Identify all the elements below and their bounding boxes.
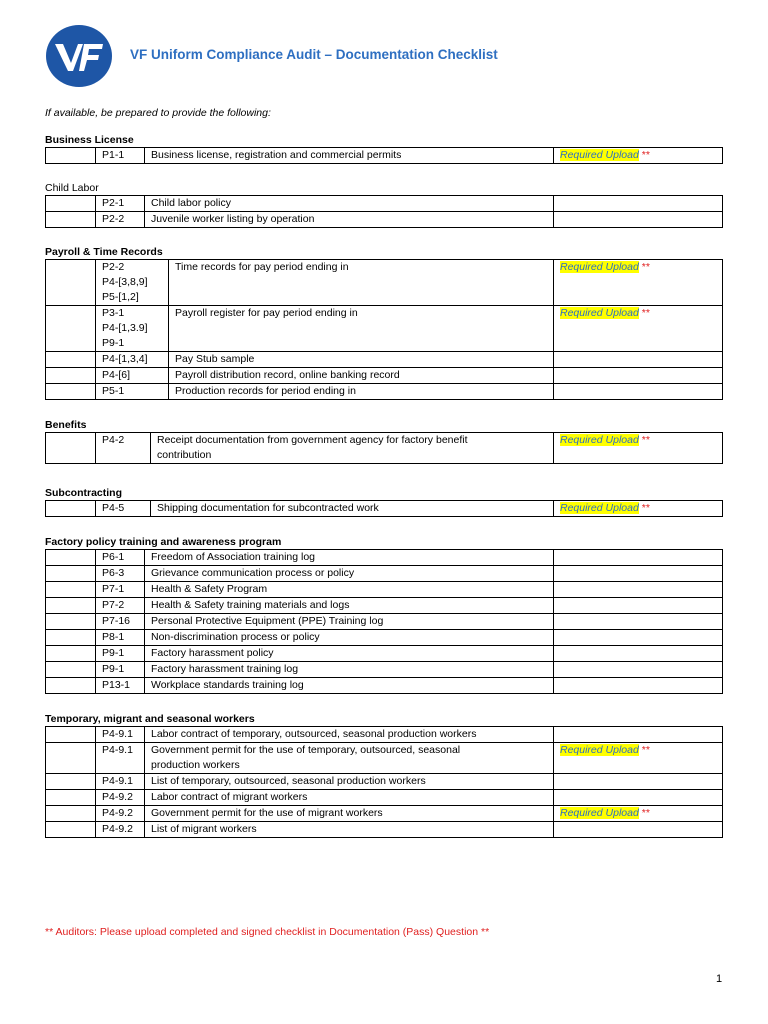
- section: [45, 181, 723, 228]
- checkbox-cell: [46, 678, 96, 694]
- checklist-table: [45, 726, 723, 838]
- table-row: [46, 306, 723, 352]
- table-row: [46, 774, 723, 790]
- item-description: Factory harassment policy: [145, 646, 554, 662]
- item-description: List of temporary, outsourced, seasonal production workers: [145, 774, 554, 790]
- section-title: Factory policy training and awareness program: [45, 536, 282, 548]
- checkbox-cell: [46, 614, 96, 630]
- checkbox-cell: [46, 630, 96, 646]
- table-row: [46, 727, 723, 743]
- item-code: P4-9.2: [96, 822, 145, 838]
- auditor-note: ** Auditors: Please upload completed and signed checklist in Documentation (Pass) Question **: [45, 926, 490, 938]
- item-code: P4-9.2: [96, 806, 145, 822]
- table-row: [46, 433, 723, 464]
- intro-text: If available, be prepared to provide the following:: [45, 107, 271, 119]
- checkbox-cell: [46, 566, 96, 582]
- checkbox-cell: [46, 196, 96, 212]
- item-code: P9-1: [96, 646, 145, 662]
- checklist-table: [45, 500, 723, 517]
- checkbox-cell: [46, 550, 96, 566]
- required-upload-label: Required Upload: [560, 807, 639, 819]
- table-row: [46, 501, 723, 517]
- required-marker: **: [638, 434, 650, 446]
- required-upload-label: Required Upload: [560, 744, 639, 756]
- upload-status-cell: [554, 352, 723, 368]
- checkbox-cell: [46, 368, 96, 384]
- section: [45, 712, 723, 838]
- item-code: P4-2: [96, 433, 151, 464]
- item-description: Government permit for the use of temporary, outsourced, seasonal production workers: [145, 743, 554, 774]
- upload-status-cell: [554, 678, 723, 694]
- upload-status-cell: [554, 727, 723, 743]
- section-title: Temporary, migrant and seasonal workers: [45, 713, 255, 725]
- item-description: Workplace standards training log: [145, 678, 554, 694]
- table-row: [46, 368, 723, 384]
- section: [45, 418, 723, 464]
- item-code: P7-16: [96, 614, 145, 630]
- required-marker: **: [638, 502, 650, 514]
- checkbox-cell: [46, 352, 96, 368]
- checklist-table: [45, 147, 723, 164]
- checkbox-cell: [46, 384, 96, 400]
- section-title: Payroll & Time Records: [45, 246, 163, 258]
- vf-logo: [46, 25, 112, 87]
- item-description: Labor contract of migrant workers: [145, 790, 554, 806]
- upload-status-cell: [554, 646, 723, 662]
- table-row: [46, 790, 723, 806]
- table-row: [46, 822, 723, 838]
- section-title: Business License: [45, 134, 134, 146]
- item-description: Payroll distribution record, online banking record: [169, 368, 554, 384]
- item-description: Payroll register for pay period ending in: [169, 306, 554, 352]
- checkbox-cell: [46, 662, 96, 678]
- table-row: [46, 598, 723, 614]
- item-code: P1-1: [96, 148, 145, 164]
- upload-status-cell: [554, 368, 723, 384]
- upload-status-cell: [554, 566, 723, 582]
- checkbox-cell: [46, 806, 96, 822]
- upload-status-cell: [554, 148, 723, 164]
- item-description: Health & Safety Program: [145, 582, 554, 598]
- checklist-table: [45, 259, 723, 400]
- section: [45, 133, 723, 164]
- item-code: P7-2: [96, 598, 145, 614]
- table-row: [46, 148, 723, 164]
- item-description: Shipping documentation for subcontracted work: [151, 501, 554, 517]
- table-row: [46, 196, 723, 212]
- checklist-table: [45, 195, 723, 228]
- checkbox-cell: [46, 790, 96, 806]
- upload-status-cell: [554, 630, 723, 646]
- required-upload-label: Required Upload: [560, 261, 639, 273]
- upload-status-cell: [554, 582, 723, 598]
- checkbox-cell: [46, 212, 96, 228]
- table-row: [46, 582, 723, 598]
- item-description: Juvenile worker listing by operation: [145, 212, 554, 228]
- checkbox-cell: [46, 501, 96, 517]
- table-row: [46, 646, 723, 662]
- upload-status-cell: [554, 306, 723, 352]
- upload-status-cell: [554, 806, 723, 822]
- page-number: 1: [716, 973, 723, 985]
- required-marker: **: [638, 261, 650, 273]
- item-code: P5-1: [96, 384, 169, 400]
- item-description: Government permit for the use of migrant workers: [145, 806, 554, 822]
- upload-status-cell: [554, 790, 723, 806]
- item-code: P4-9.1: [96, 774, 145, 790]
- table-row: [46, 743, 723, 774]
- item-code: P13-1: [96, 678, 145, 694]
- checkbox-cell: [46, 743, 96, 774]
- upload-status-cell: [554, 433, 723, 464]
- item-description: Production records for period ending in: [169, 384, 554, 400]
- item-code: P4-[6]: [96, 368, 169, 384]
- table-row: [46, 352, 723, 368]
- item-code: P4-9.2: [96, 790, 145, 806]
- item-description: Child labor policy: [145, 196, 554, 212]
- required-marker: **: [638, 807, 650, 819]
- upload-status-cell: [554, 384, 723, 400]
- item-description: Receipt documentation from government agency for factory benefit contribution: [151, 433, 554, 464]
- upload-status-cell: [554, 598, 723, 614]
- item-code: P3-1 P4-[1,3.9] P9-1: [96, 306, 169, 352]
- section: [45, 486, 723, 517]
- item-code: P4-9.1: [96, 743, 145, 774]
- upload-status-cell: [554, 196, 723, 212]
- required-marker: **: [638, 149, 650, 161]
- upload-status-cell: [554, 774, 723, 790]
- required-marker: **: [638, 307, 650, 319]
- item-description: Non-discrimination process or policy: [145, 630, 554, 646]
- item-code: P6-3: [96, 566, 145, 582]
- table-row: [46, 678, 723, 694]
- item-code: P2-2: [96, 212, 145, 228]
- upload-status-cell: [554, 743, 723, 774]
- document-title: VF Uniform Compliance Audit – Documentation Checklist: [130, 47, 498, 62]
- upload-status-cell: [554, 550, 723, 566]
- upload-status-cell: [554, 662, 723, 678]
- table-row: [46, 662, 723, 678]
- item-description: Factory harassment training log: [145, 662, 554, 678]
- required-marker: **: [638, 744, 650, 756]
- checklist-table: [45, 432, 723, 464]
- item-code: P4-[1,3,4]: [96, 352, 169, 368]
- item-code: P2-2 P4-[3,8,9] P5-[1,2]: [96, 260, 169, 306]
- upload-status-cell: [554, 614, 723, 630]
- table-row: [46, 566, 723, 582]
- table-row: [46, 260, 723, 306]
- table-row: [46, 384, 723, 400]
- required-upload-label: Required Upload: [560, 149, 639, 161]
- checkbox-cell: [46, 148, 96, 164]
- section-title: Subcontracting: [45, 487, 123, 499]
- item-code: P2-1: [96, 196, 145, 212]
- table-row: [46, 630, 723, 646]
- checkbox-cell: [46, 727, 96, 743]
- upload-status-cell: [554, 260, 723, 306]
- item-description: List of migrant workers: [145, 822, 554, 838]
- item-description: Health & Safety training materials and logs: [145, 598, 554, 614]
- checkbox-cell: [46, 646, 96, 662]
- checkbox-cell: [46, 822, 96, 838]
- item-description: Freedom of Association training log: [145, 550, 554, 566]
- item-description: Personal Protective Equipment (PPE) Training log: [145, 614, 554, 630]
- upload-status-cell: [554, 501, 723, 517]
- item-code: P6-1: [96, 550, 145, 566]
- item-description: Pay Stub sample: [169, 352, 554, 368]
- upload-status-cell: [554, 212, 723, 228]
- checkbox-cell: [46, 582, 96, 598]
- item-code: P4-5: [96, 501, 151, 517]
- required-upload-label: Required Upload: [560, 502, 639, 514]
- checkbox-cell: [46, 306, 96, 352]
- table-row: [46, 550, 723, 566]
- upload-status-cell: [554, 822, 723, 838]
- section: [45, 535, 723, 694]
- required-upload-label: Required Upload: [560, 434, 639, 446]
- item-code: P7-1: [96, 582, 145, 598]
- table-row: [46, 614, 723, 630]
- item-description: Business license, registration and commercial permits: [145, 148, 554, 164]
- checkbox-cell: [46, 260, 96, 306]
- section-title: Benefits: [45, 419, 87, 431]
- item-code: P4-9.1: [96, 727, 145, 743]
- checkbox-cell: [46, 598, 96, 614]
- item-code: P8-1: [96, 630, 145, 646]
- item-description: Grievance communication process or policy: [145, 566, 554, 582]
- checklist-table: [45, 549, 723, 694]
- checkbox-cell: [46, 774, 96, 790]
- item-description: Labor contract of temporary, outsourced, seasonal production workers: [145, 727, 554, 743]
- item-description: Time records for pay period ending in: [169, 260, 554, 306]
- section: [45, 245, 723, 400]
- required-upload-label: Required Upload: [560, 307, 639, 319]
- section-title: Child Labor: [45, 182, 99, 194]
- item-code: P9-1: [96, 662, 145, 678]
- table-row: [46, 212, 723, 228]
- table-row: [46, 806, 723, 822]
- checkbox-cell: [46, 433, 96, 464]
